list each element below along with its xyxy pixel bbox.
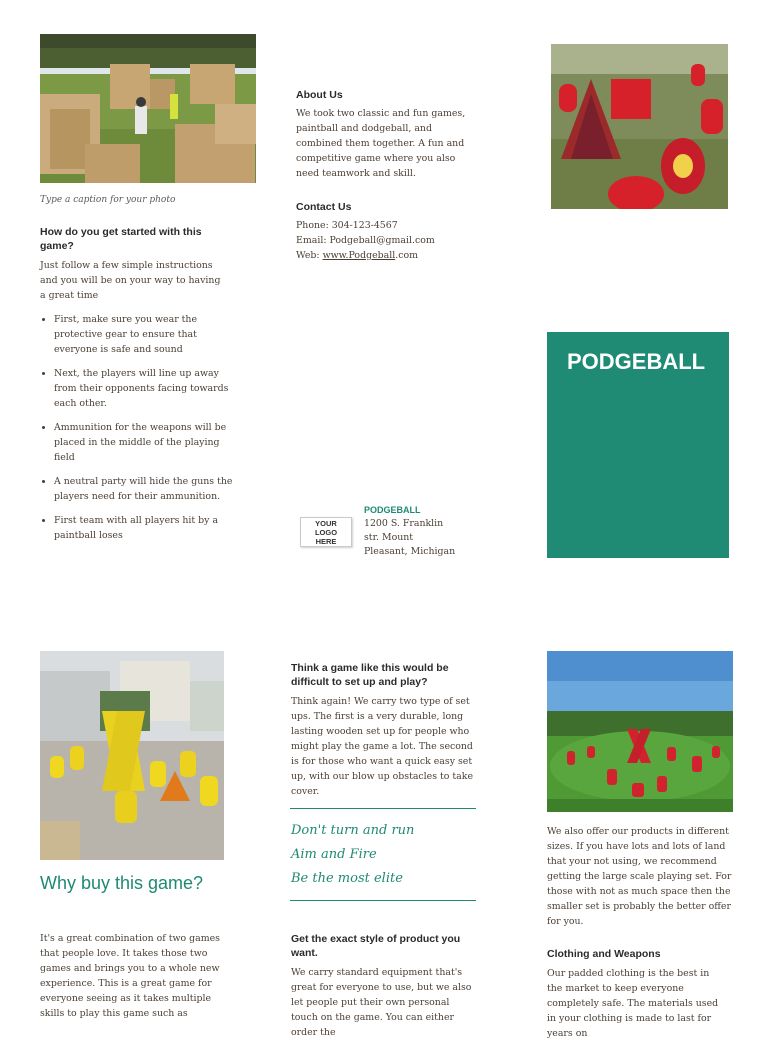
contact-web [296,248,418,263]
instruction-list [40,312,234,552]
outdoor-field-photo [547,651,733,812]
photo-caption: Type a caption for your photo [40,195,176,205]
cover-title: PODGEBALL [567,349,706,374]
contact-phone: Phone: 304-123-4567 [296,220,398,231]
instruction-step: • A neutral party will hide the guns the players need for their ammunition. [54,474,234,504]
sizes-text: We also offer our products in different sizes. If you have lots and lots of land that your not using, we recommend getting the large scale playing set. For those with not as much space then the smaller set is probably the better offer for you. [547,826,732,927]
cover-panel [547,332,729,558]
contact-email: Email: Podgeball@gmail.com [296,235,435,246]
clothing-heading: Clothing and Weapons [547,948,661,960]
logo-placeholder [300,517,352,547]
about-text: We took two classic and fun games, paintball and dodgeball, and combined them together. A fun and competitive game where you also need teamwork and skill. [296,108,466,179]
why-buy-heading: Why buy this game? [40,873,204,893]
wooden-field-photo [40,34,256,183]
instruction-step: • Next, the players will line up away from their opponents facing towards each other. [54,366,234,411]
instruction-step: • First, make sure you wear the protective gear to ensure that everyone is safe and sound [54,312,234,357]
inflatable-obstacles-photo [551,44,728,209]
divider-bottom [290,900,476,901]
getting-started-intro: Just follow a few simple instructions and you will be on your way to having a great time [40,260,221,301]
clothing-text: Our padded clothing is the best in the market to keep everyone completely safe. The materials used in your clothing is made to last for years on [547,968,719,1039]
inflatable-arena-photo [40,651,224,860]
getting-started-heading: How do you get started with this game? [40,226,202,252]
why-buy-text: It's a great combination of two games that people love. It takes those two games and brings you to a whole new experience. This is a great game for everyone seeing as it takes multiple skills to play this game such as [40,933,220,1019]
web-prefix: Web: [296,250,323,261]
setup-heading: Think a game like this would be difficult to set up and play? [291,662,449,688]
about-heading: About Us [296,89,343,101]
instruction-step: • Ammunition for the weapons will be placed in the middle of the playing field [54,420,234,465]
quote-1: Don't turn and run [291,823,415,838]
website-link[interactable]: www.Podgeball [322,250,396,261]
address-line-1: 1200 S. Franklin [364,518,444,529]
quote-2: Aim and Fire [291,847,377,862]
company-name: PODGEBALL [364,505,421,515]
logo-text: YOUR LOGO HERE [314,518,338,546]
instruction-step: • First team with all players hit by a paintball loses [54,513,234,543]
style-heading: Get the exact style of product you want. [291,933,461,959]
divider-top [290,808,476,809]
contact-heading: Contact Us [296,201,352,213]
address-line-2: str. Mount [364,532,414,543]
quote-3: Be the most elite [291,871,403,886]
setup-text: Think again! We carry two type of set ups. The first is a very durable, long lasting wooden set up for people who might play the game a lot. The second is for those who want a quick easy set up, with our blow up obstacles to take cover. [291,696,473,797]
address-line-3: Pleasant, Michigan [364,546,456,557]
web-suffix: .com [395,250,418,261]
style-text: We carry standard equipment that's great for everyone to use, but we also let people put their own personal touch on the game. You can either order the [291,967,472,1038]
